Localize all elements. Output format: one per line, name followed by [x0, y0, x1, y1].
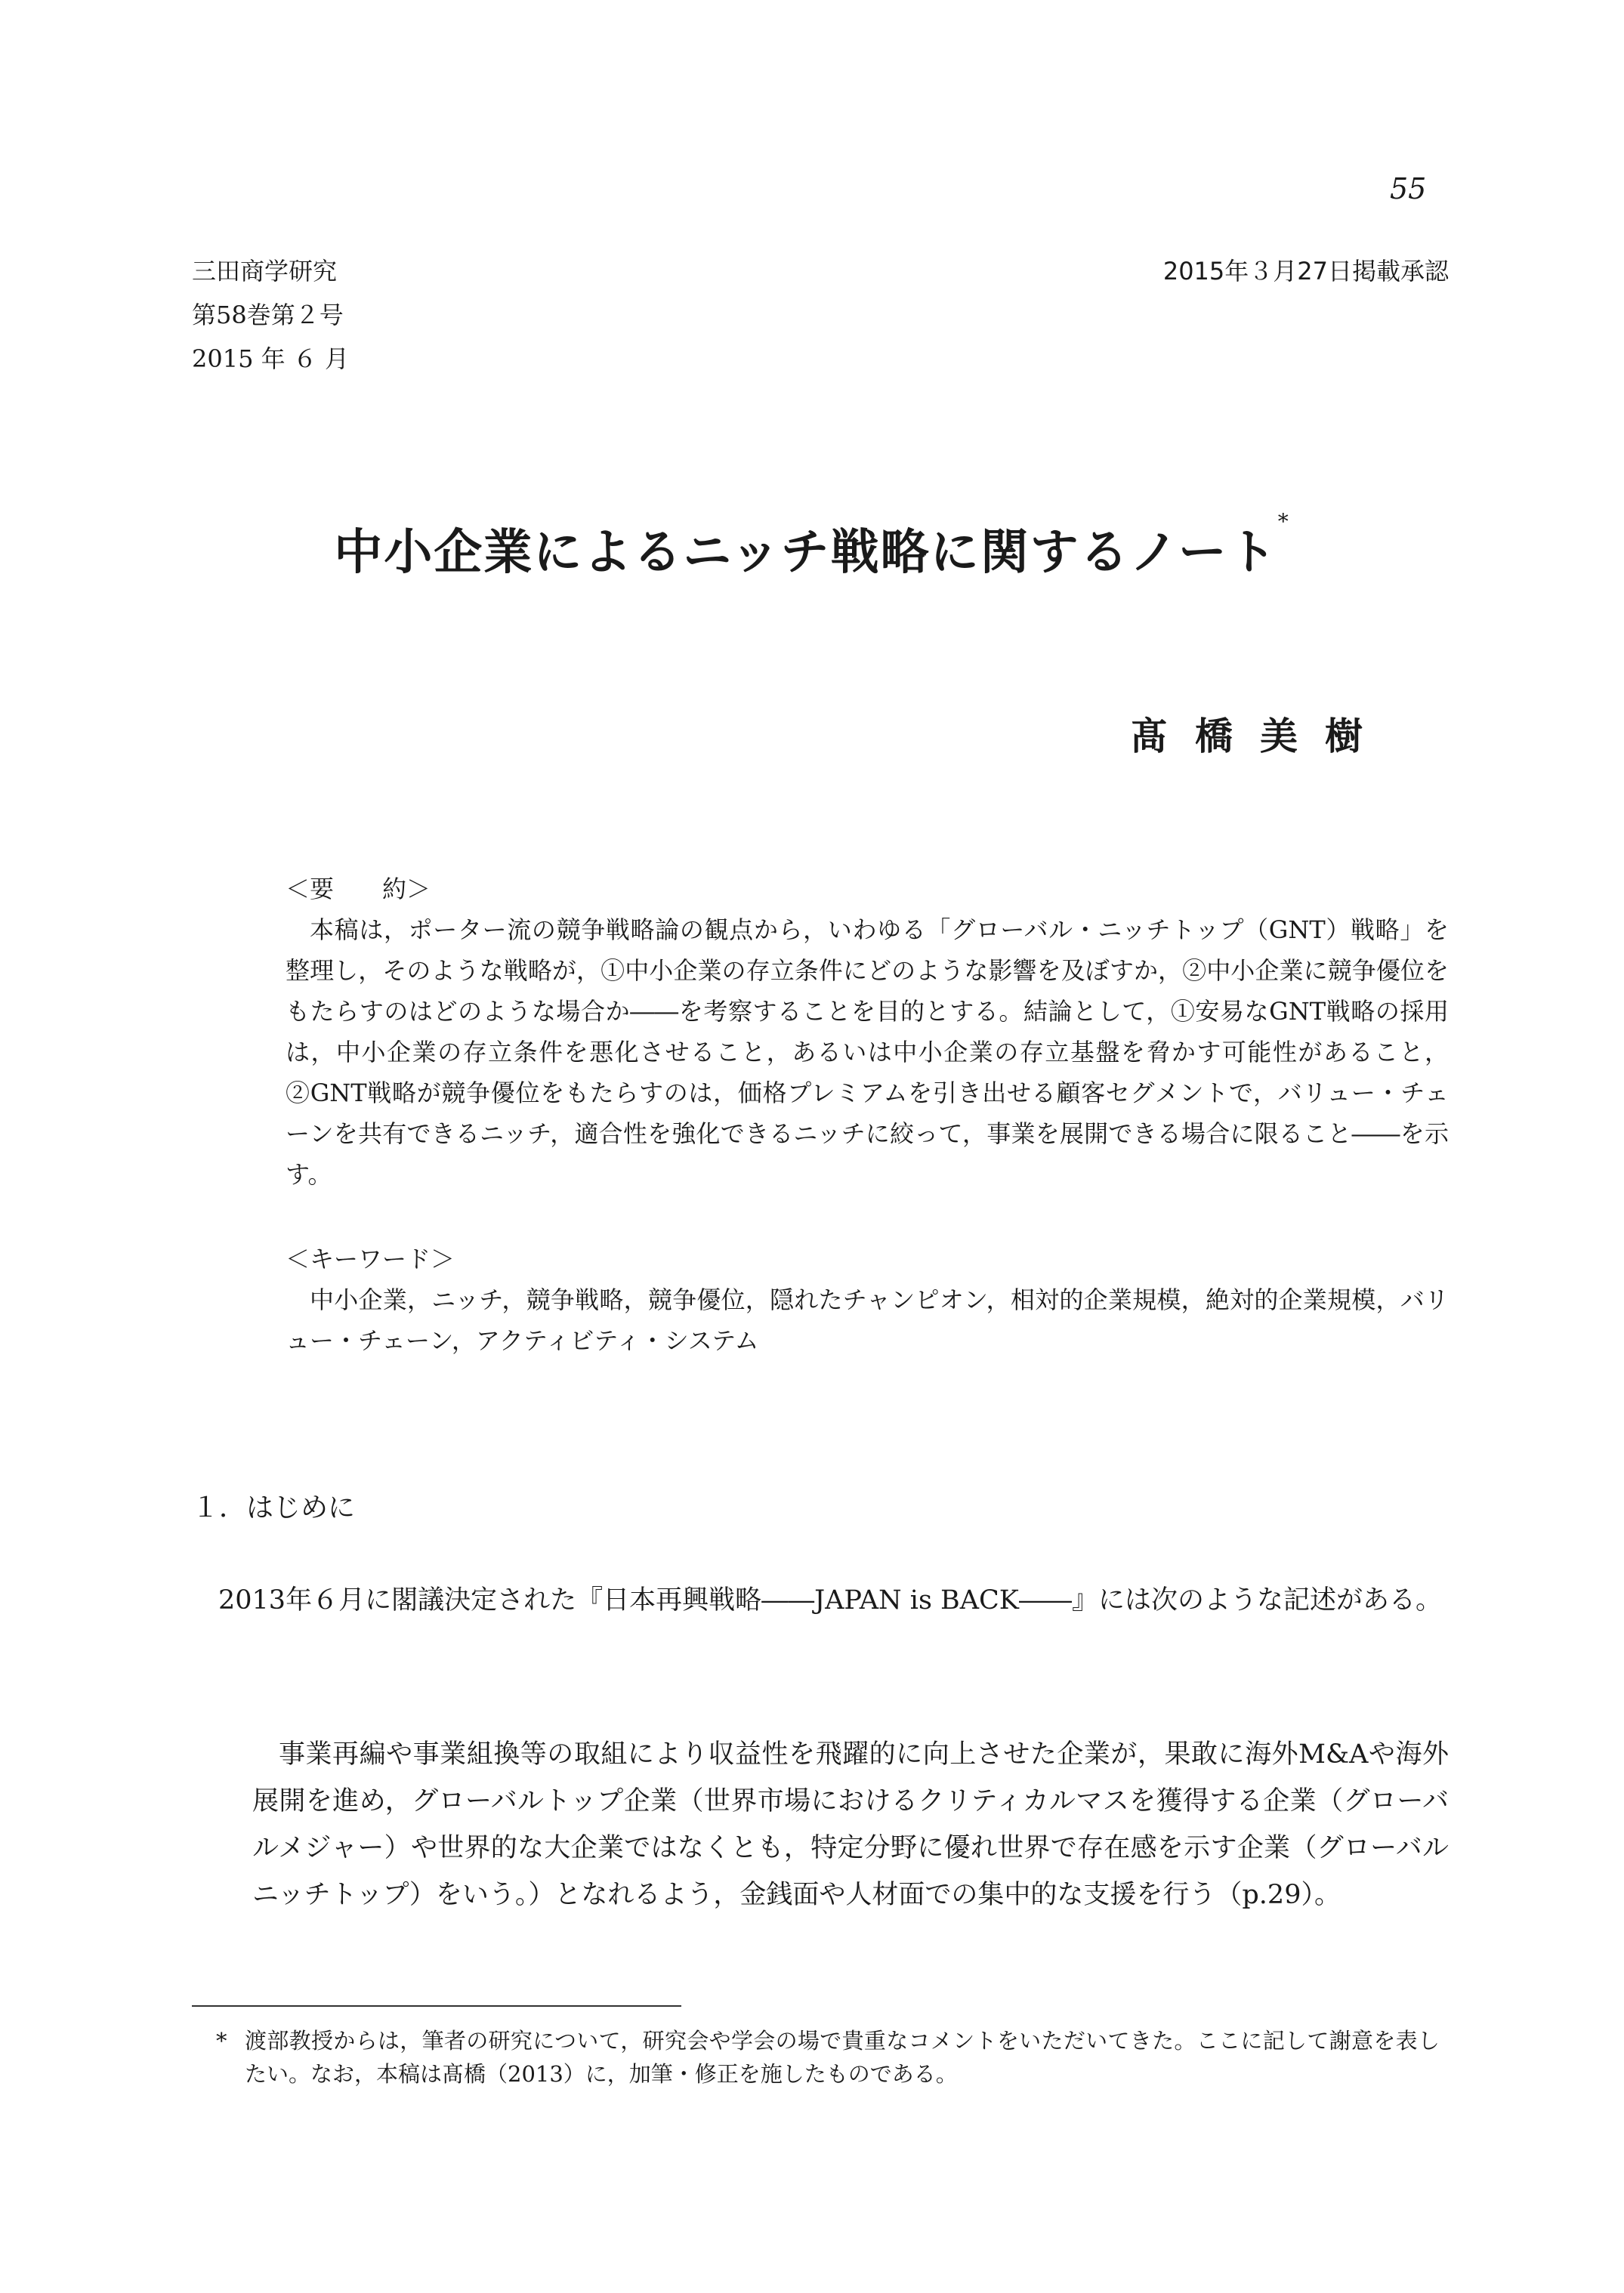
- keywords-heading: ＜キーワード＞: [286, 1245, 455, 1273]
- journal-issue-date: 2015 年 ６ 月: [192, 344, 349, 373]
- page-number: 55: [1390, 172, 1427, 205]
- quote-text: 事業再編や事業組換等の取組により収益性を飛躍的に向上させた企業が，果敢に海外M&Aや海外展開を進め，グローバルトップ企業（世界市場におけるクリティカルマスを獲得する企業（グローバルメジャー）や世界的な大企業ではなくとも，特定分野に優れ世界で存在感を示す企業（グローバルニッチトップ）をいう。）となれるよう，金銭面や人材面での集中的な支援を行う（p.29）。: [252, 1739, 1449, 1910]
- abstract-section: [286, 869, 1449, 1195]
- title-text: 中小企業によるニッチ戦略に関するノート: [334, 524, 1278, 581]
- journal-volume: 第58巻第２号: [192, 301, 344, 329]
- journal-info: [192, 249, 349, 381]
- keywords-section: [286, 1239, 1449, 1361]
- title-footnote-mark: *: [1277, 509, 1290, 534]
- footnote: [216, 2024, 1440, 2091]
- journal-name: 三田商学研究: [192, 257, 338, 285]
- approval-date: 2015年３月27日掲載承認: [1162, 257, 1449, 285]
- block-quote: [252, 1731, 1449, 1918]
- footnote-divider: [192, 2005, 681, 2007]
- abstract-body: 本稿は，ポーター流の競争戦略論の観点から，いわゆる「グローバル・ニッチトップ（GNT）戦略」を整理し，そのような戦略が，①中小企業の存立条件にどのような影響を及ぼすか，②中小企業に競争優位をもたらすのはどのような場合か――を考察することを目的とする。結論として，①安易なGNT戦略の採用は，中小企業の存立条件を悪化させること，あるいは中小企業の存立基盤を脅かす可能性があること，②GNT戦略が競争優位をもたらすのは，価格プレミアムを引き出せる顧客セグメントで，バリュー・チェーンを共有できるニッチ，適合性を強化できるニッチに絞って，事業を展開できる場合に限ること――を示す。: [286, 915, 1449, 1189]
- footnote-mark: *: [216, 2028, 227, 2054]
- keywords-body: 中小企業，ニッチ，競争戦略，競争優位，隠れたチャンピオン，相対的企業規模，絶対的企業規模，バリュー・チェーン，アクティビティ・システム: [286, 1285, 1449, 1355]
- abstract-heading: ＜要 約＞: [286, 875, 431, 903]
- section-heading: １．はじめに: [192, 1492, 356, 1523]
- intro-text: 2013年６月に閣議決定された『日本再興戦略――JAPAN is BACK――』には次のような記述がある。: [218, 1585, 1442, 1616]
- article-title: [0, 509, 1624, 583]
- author-name: 髙橋美樹: [1130, 714, 1390, 758]
- footnote-text: 渡部教授からは，筆者の研究について，研究会や学会の場で貴重なコメントをいただいてきた。ここに記して謝意を表したい。なお，本稿は髙橋（2013）に，加筆・修正を施したものである。: [245, 2028, 1440, 2087]
- intro-paragraph: [192, 1577, 1449, 1624]
